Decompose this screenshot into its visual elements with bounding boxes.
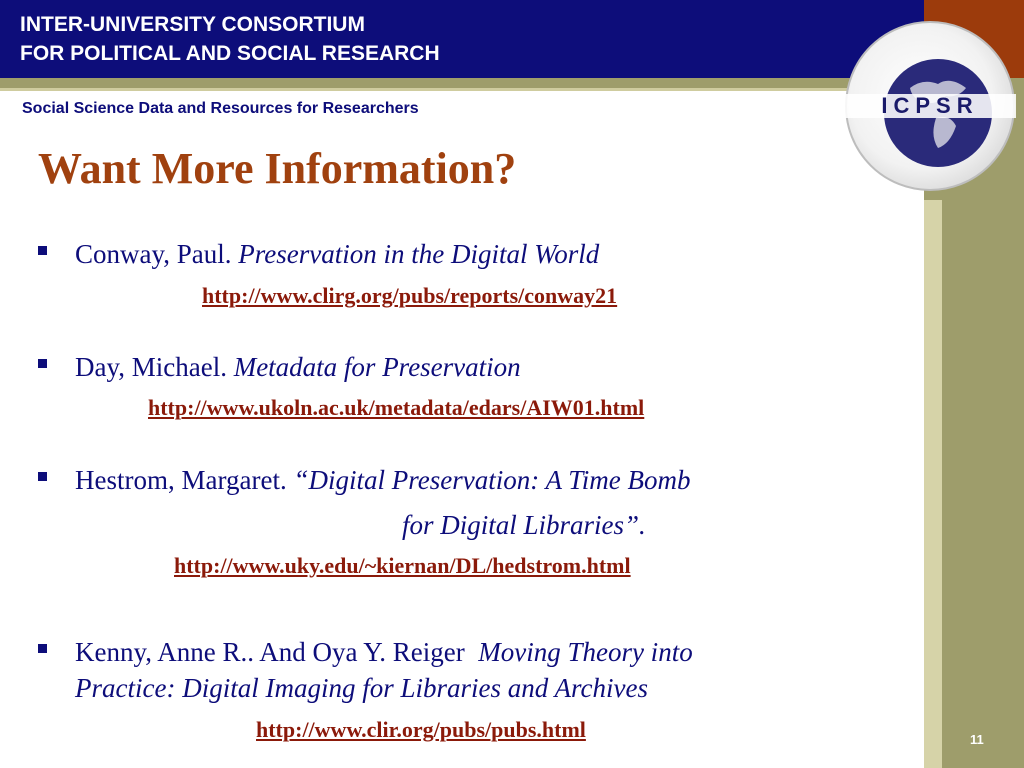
reference-work-continued: Practice: Digital Imaging for Libraries and Archives (75, 673, 648, 703)
org-name (20, 10, 440, 68)
slide-title: Want More Information? (38, 144, 517, 193)
header-stripe (0, 78, 924, 88)
reference-author: Hestrom, Margaret. (75, 465, 287, 495)
reference-work: Preservation in the Digital World (238, 239, 600, 269)
reference-work-continued: for Digital Libraries”. (402, 510, 646, 540)
bullet-icon (38, 472, 47, 481)
reference-link[interactable]: http://www.clir.org/pubs/pubs.html (256, 717, 586, 742)
page-number: 11 (970, 732, 984, 747)
bullet-icon (38, 644, 47, 653)
right-sidebar-accent (924, 200, 942, 768)
org-name-line1: INTER-UNIVERSITY CONSORTIUM (20, 13, 365, 36)
icpsr-logo (838, 18, 1018, 193)
reference-item (38, 462, 898, 498)
reference-citation (75, 634, 898, 670)
reference-link[interactable]: http://www.clirg.org/pubs/reports/conway21 (202, 283, 618, 308)
reference-author: Kenny, Anne R.. And Oya Y. Reiger (75, 637, 465, 667)
bullet-icon (38, 246, 47, 255)
bullet-icon (38, 359, 47, 368)
reference-item (38, 236, 898, 272)
reference-author: Conway, Paul. (75, 239, 232, 269)
reference-item (38, 349, 898, 385)
logo-text: ICPSR (881, 93, 979, 118)
reference-author: Day, Michael. (75, 352, 227, 382)
reference-citation (75, 462, 898, 498)
reference-link[interactable]: http://www.ukoln.ac.uk/metadata/edars/AIW01.html (148, 395, 645, 420)
reference-work: Moving Theory into (478, 637, 693, 667)
reference-work: Metadata for Preservation (233, 352, 521, 382)
reference-item (38, 634, 898, 670)
org-name-line2: FOR POLITICAL AND SOCIAL RESEARCH (20, 42, 440, 65)
subtitle: Social Science Data and Resources for Researchers (22, 100, 419, 117)
header-bar (0, 0, 924, 78)
reference-citation (75, 349, 898, 385)
reference-work: “Digital Preservation: A Time Bomb (293, 465, 691, 495)
header-accent (0, 88, 924, 91)
reference-citation (75, 236, 898, 272)
reference-link[interactable]: http://www.uky.edu/~kiernan/DL/hedstrom.html (174, 553, 631, 578)
